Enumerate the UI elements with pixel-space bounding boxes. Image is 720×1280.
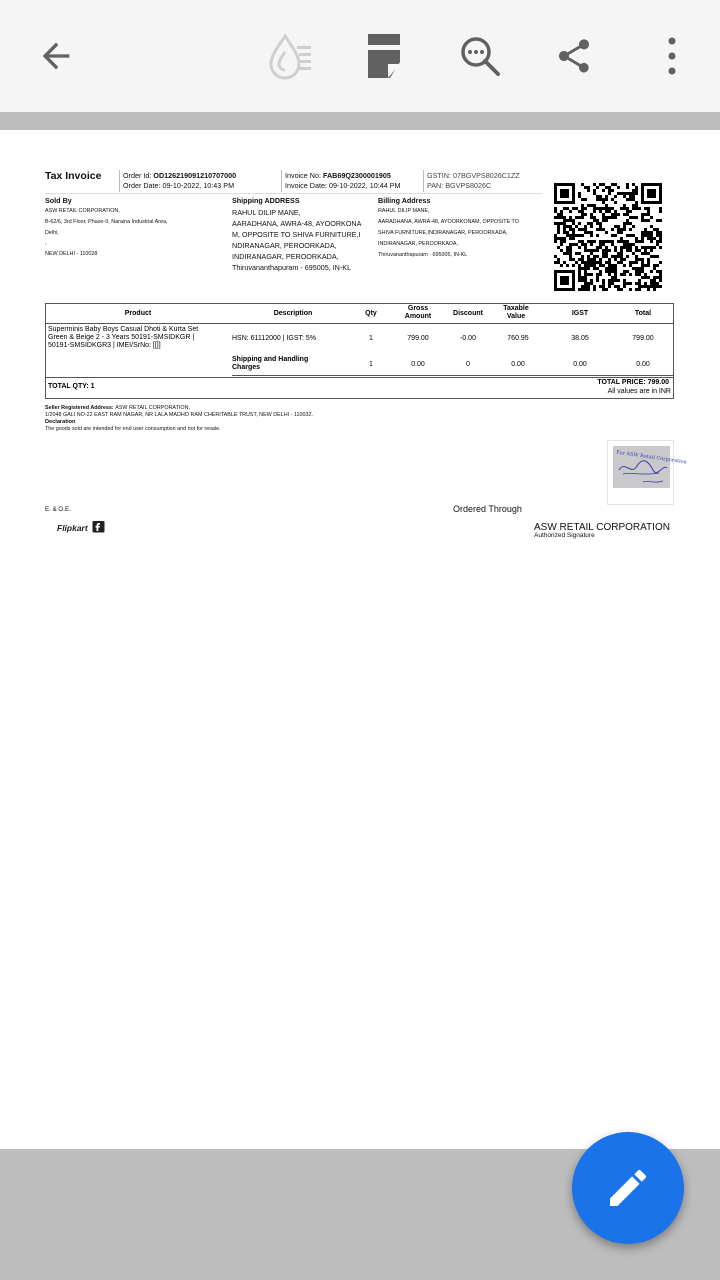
- share-button[interactable]: [546, 28, 602, 84]
- row1-product: Superminis Baby Boys Casual Dhoti & Kurta Set Green & Beige 2 - 3 Years 50191-SMSIDKGR | 50191-SMSIDKGR3 | IMEI/SrNo: [[]]: [48, 326, 199, 349]
- row2-discount: 0: [466, 361, 470, 368]
- edit-fab-button[interactable]: [572, 1132, 684, 1244]
- signature-scribble: [613, 446, 688, 488]
- ordered-through-label: Ordered Through: [453, 504, 522, 514]
- flipkart-bag-icon: [92, 520, 105, 533]
- shipping-line: RAHUL DILIP MANE,: [232, 208, 301, 217]
- th-discount: Discount: [453, 310, 483, 317]
- billing-title: Billing Address: [378, 196, 431, 205]
- sold-by-line: B-62/6, 3rd Floor, Phase-II, Naraina Industrial Area,: [45, 219, 168, 225]
- seller-registered-address: Seller Registered Address: ASW RETAIL CORPORATION,: [45, 405, 190, 411]
- more-vert-icon: [667, 36, 677, 76]
- row1-taxable: 760.95: [507, 335, 529, 342]
- row2-taxable: 0.00: [511, 361, 525, 368]
- row1-discount: -0.00: [460, 335, 476, 342]
- row1-description: HSN: 61112000 | IGST: 5%: [232, 335, 317, 342]
- th-total: Total: [634, 310, 652, 317]
- invoice-title: Tax Invoice: [45, 170, 102, 182]
- sold-by-line: ,: [45, 240, 47, 246]
- row2-total: 0.00: [636, 361, 650, 368]
- order-date: Order Date: 09-10-2022, 10:43 PM: [123, 181, 235, 190]
- order-id: Order Id: OD126219091210707000: [123, 171, 237, 180]
- search-button[interactable]: [452, 28, 508, 84]
- billing-line: Thiruvananthapuram - 695005, IN-KL: [378, 252, 468, 258]
- billing-line: AARADHANA, AWRA-48, AYOORKONAM, OPPOSITE TO: [378, 219, 519, 225]
- row1-gross: 799.00: [407, 335, 429, 342]
- qr-code: [554, 183, 662, 291]
- row2-gross: 0.00: [411, 361, 425, 368]
- billing-line: SHIVA FURNITURE,INDIRANAGAR, PEROORKADA,: [378, 230, 508, 236]
- seller-registered-address-line2: 1/2048 GALI NO-22 EAST RAM NAGAR, NR LALA MADHO RAM CHERITABLE TRUST, NEW DELHI - 110032.: [45, 412, 314, 418]
- sold-by-line: NEW DELHI - 110028: [45, 251, 98, 257]
- sold-by-line: ASW RETAIL CORPORATION,: [45, 208, 120, 214]
- declaration-text: The goods sold are intended for end user consumption and not for resale.: [45, 426, 221, 432]
- eoe-text: E. & O.E.: [45, 506, 71, 513]
- invoice-number: Invoice No: FAB69Q2300001905: [285, 171, 391, 180]
- th-taxable-value: Taxable Value: [503, 305, 529, 320]
- authorized-signature-label: Authorized Signature: [534, 532, 595, 539]
- row2-description: Shipping and Handling Charges: [232, 356, 309, 371]
- flipkart-logo: Flipkart: [57, 520, 105, 533]
- invoice-date: Invoice Date: 09-10-2022, 10:44 PM: [285, 181, 401, 190]
- search-icon: [458, 34, 502, 78]
- page-layout-button[interactable]: [356, 28, 412, 84]
- gstin: GSTIN: 07BGVPS8026C1ZZ: [427, 171, 520, 180]
- signatory-name: ASW RETAIL CORPORATION: [534, 522, 670, 533]
- th-description: Description: [273, 310, 313, 317]
- total-qty: TOTAL QTY: 1: [48, 383, 95, 390]
- signature-stamp-frame: [607, 440, 688, 505]
- shipping-line: AARADHANA, AWRA-48, AYOORKONA: [232, 219, 362, 228]
- ink-saver-button[interactable]: [261, 28, 317, 84]
- billing-line: RAHUL DILIP MANE,: [378, 208, 430, 214]
- more-options-button[interactable]: [644, 28, 700, 84]
- sold-by-title: Sold By: [45, 196, 72, 205]
- product-table: [45, 303, 674, 399]
- billing-line: INDIRANAGAR, PEROORKADA,: [378, 241, 458, 247]
- back-arrow-icon: [36, 36, 76, 76]
- toolbar-shadow: [0, 112, 720, 130]
- row2-igst: 0.00: [573, 361, 587, 368]
- share-icon: [554, 36, 594, 76]
- th-gross-amount: Gross Amount: [404, 305, 432, 320]
- th-product: Product: [124, 310, 152, 317]
- declaration-title: Declaration: [45, 419, 76, 425]
- edit-pencil-icon: [604, 1164, 652, 1212]
- row2-qty: 1: [369, 361, 373, 368]
- shipping-line: NDIRANAGAR, PEROORKADA,: [232, 241, 337, 250]
- th-igst: IGST: [571, 310, 589, 317]
- row1-total: 799.00: [632, 335, 654, 342]
- sold-by-line: Delhi,: [45, 230, 59, 236]
- pan: PAN: BGVPS8026C: [427, 181, 492, 190]
- row1-qty: 1: [369, 335, 373, 342]
- total-price: TOTAL PRICE: 799.00: [597, 379, 669, 386]
- svg-text:For ASW Retail Corporation: For ASW Retail Corporation: [615, 449, 688, 466]
- document-page: [0, 130, 720, 1149]
- page-layout-icon: [364, 32, 404, 80]
- top-toolbar: [0, 0, 720, 112]
- shipping-line: M, OPPOSITE TO SHIVA FURNITURE,I: [232, 230, 361, 239]
- row1-igst: 38.05: [571, 335, 589, 342]
- shipping-line: INDIRANAGAR, PEROORKADA,: [232, 252, 339, 261]
- shipping-line: Thiruvananthapuram - 695005, IN-KL: [232, 263, 352, 272]
- shipping-title: Shipping ADDRESS: [232, 196, 300, 205]
- th-qty: Qty: [365, 310, 377, 317]
- back-button[interactable]: [28, 28, 84, 84]
- signature-stamp-image: [613, 446, 688, 488]
- ink-drop-icon: [263, 30, 315, 82]
- all-values-inr: All values are in INR: [607, 388, 671, 395]
